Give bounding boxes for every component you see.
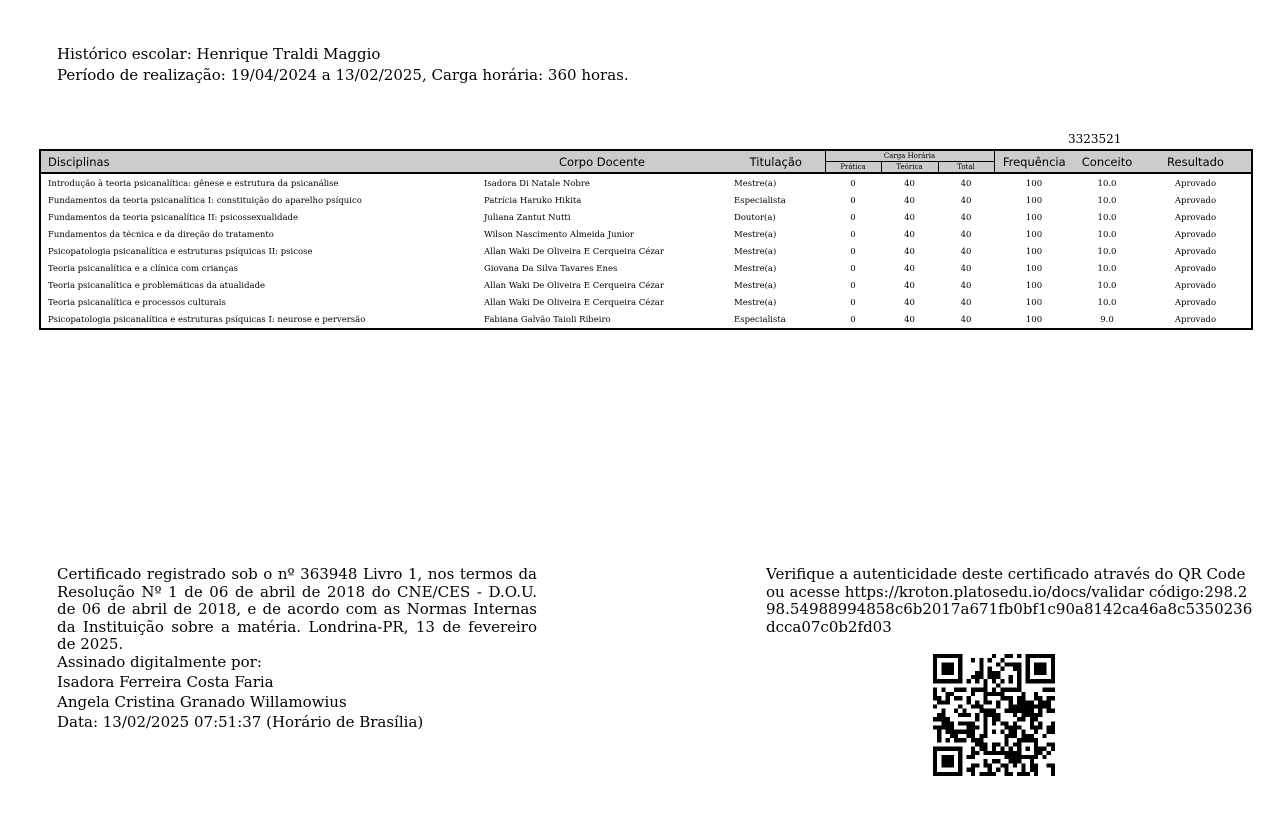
cell-frequencia: 100 xyxy=(1025,229,1043,240)
cell-docente: Patrícia Haruko Hikita xyxy=(484,195,582,206)
signer-name: Angela Cristina Granado Willamowius xyxy=(57,693,347,711)
cell-disciplina: Fundamentos da teoria psicanalítica II: psicossexualidade xyxy=(48,212,299,223)
cell-conceito: 10.0 xyxy=(1097,178,1117,189)
certificate-registration-text: Certificado registrado sob o nº 363948 Livro 1, nos termos da Resolução Nº 1 de 06 de abril de 2018 do CNE/CES - D.O.U. de 06 de abril de 2018, e de acordo com as Normas Internas da Instituição sobre a matéria. Londrina-PR, 13 de fevereiro de 2025. xyxy=(57,565,537,653)
cell-disciplina: Fundamentos da teoria psicanalítica I: constituição do aparelho psíquico xyxy=(48,195,362,206)
signer-name: Isadora Ferreira Costa Faria xyxy=(57,673,274,691)
cell-resultado: Aprovado xyxy=(1174,297,1217,308)
cell-titulacao: Especialista xyxy=(734,314,786,325)
cell-titulacao: Mestre(a) xyxy=(734,263,777,274)
cell-docente: Fabiana Galvão Taioli Ribeiro xyxy=(484,314,611,325)
cell-total: 40 xyxy=(960,195,972,206)
cell-resultado: Aprovado xyxy=(1174,246,1217,257)
cell-disciplina: Teoria psicanalítica e a clínica com crianças xyxy=(48,263,239,274)
cell-total: 40 xyxy=(960,263,972,274)
header-corpo-docente: Corpo Docente xyxy=(477,150,727,173)
cell-resultado: Aprovado xyxy=(1174,263,1217,274)
cell-conceito: 10.0 xyxy=(1097,280,1117,291)
header-disciplinas: Disciplinas xyxy=(40,150,477,173)
cell-conceito: 10.0 xyxy=(1097,229,1117,240)
table-row xyxy=(40,260,1252,277)
cell-teorica: 40 xyxy=(904,212,915,223)
cell-docente: Allan Waki De Oliveira E Cerqueira Cézar xyxy=(484,246,664,257)
header-teorica: Teórica xyxy=(881,162,938,174)
cell-frequencia: 100 xyxy=(1025,263,1043,274)
cell-titulacao: Mestre(a) xyxy=(734,297,777,308)
cell-titulacao: Especialista xyxy=(734,195,786,206)
header-frequencia: Frequência xyxy=(994,150,1074,173)
header-total: Total xyxy=(938,162,994,174)
cell-conceito: 10.0 xyxy=(1097,246,1117,257)
table-row xyxy=(40,209,1252,226)
cell-pratica: 0 xyxy=(850,246,856,257)
cell-disciplina: Psicopatologia psicanalítica e estruturas psíquicas I: neurose e perversão xyxy=(48,314,366,325)
cell-resultado: Aprovado xyxy=(1174,212,1217,223)
cell-titulacao: Mestre(a) xyxy=(734,178,777,189)
document-number: 3323521 xyxy=(1068,132,1122,146)
cell-conceito: 10.0 xyxy=(1097,297,1117,308)
cell-total: 40 xyxy=(960,314,972,325)
cell-resultado: Aprovado xyxy=(1174,280,1217,291)
cell-total: 40 xyxy=(960,212,972,223)
cell-conceito: 10.0 xyxy=(1097,212,1117,223)
cell-docente: Wilson Nascimento Almeida Junior xyxy=(484,229,634,240)
table-row xyxy=(40,173,1252,192)
cell-frequencia: 100 xyxy=(1025,195,1043,206)
header-carga-horaria: Carga Horária xyxy=(825,150,994,162)
header-conceito: Conceito xyxy=(1074,150,1140,173)
cell-disciplina: Psicopatologia psicanalítica e estruturas psíquicas II: psicose xyxy=(48,246,313,257)
cell-conceito: 9.0 xyxy=(1100,314,1114,325)
cell-resultado: Aprovado xyxy=(1174,229,1217,240)
cell-titulacao: Mestre(a) xyxy=(734,280,777,291)
cell-pratica: 0 xyxy=(850,229,856,240)
cell-teorica: 40 xyxy=(904,280,915,291)
cell-teorica: 40 xyxy=(904,229,915,240)
table-row xyxy=(40,294,1252,311)
cell-frequencia: 100 xyxy=(1025,178,1043,189)
header-pratica: Prática xyxy=(825,162,881,174)
table-row xyxy=(40,277,1252,294)
cell-disciplina: Fundamentos da técnica e da direção do tratamento xyxy=(48,229,274,240)
cell-disciplina: Teoria psicanalítica e problemáticas da atualidade xyxy=(48,280,266,291)
table-row xyxy=(40,311,1252,329)
cell-titulacao: Doutor(a) xyxy=(734,212,776,223)
cell-docente: Allan Waki De Oliveira E Cerqueira Cézar xyxy=(484,280,664,291)
cell-pratica: 0 xyxy=(850,263,856,274)
cell-teorica: 40 xyxy=(904,314,915,325)
cell-total: 40 xyxy=(960,297,972,308)
table-row xyxy=(40,226,1252,243)
cell-titulacao: Mestre(a) xyxy=(734,229,777,240)
table-row xyxy=(40,192,1252,209)
cell-pratica: 0 xyxy=(850,178,856,189)
cell-teorica: 40 xyxy=(904,195,915,206)
student-name-line: Histórico escolar: Henrique Traldi Maggio xyxy=(57,45,381,63)
cell-conceito: 10.0 xyxy=(1097,263,1117,274)
cell-pratica: 0 xyxy=(850,280,856,291)
cell-teorica: 40 xyxy=(904,178,915,189)
cell-conceito: 10.0 xyxy=(1097,195,1117,206)
cell-frequencia: 100 xyxy=(1025,314,1043,325)
cell-teorica: 40 xyxy=(904,263,915,274)
cell-resultado: Aprovado xyxy=(1174,195,1217,206)
cell-disciplina: Introdução à teoria psicanalítica: gênese e estrutura da psicanálise xyxy=(48,178,339,189)
cell-teorica: 40 xyxy=(904,246,915,257)
cell-frequencia: 100 xyxy=(1025,297,1043,308)
cell-docente: Juliana Zantut Nutti xyxy=(484,212,571,223)
cell-frequencia: 100 xyxy=(1025,280,1043,291)
cell-titulacao: Mestre(a) xyxy=(734,246,777,257)
verification-text: Verifique a autenticidade deste certificado através do QR Code ou acesse https://kroton.platosedu.io/docs/validar código:298.298.54988994858c6b2017a671fb0bf1c90a8142ca46a8c5350236dcca07c0b2fd03 xyxy=(766,565,1253,636)
grades-table xyxy=(39,149,1253,330)
cell-docente: Giovana Da Silva Tavares Enes xyxy=(484,263,618,274)
cell-total: 40 xyxy=(960,178,972,189)
period-line: Período de realização: 19/04/2024 a 13/02/2025, Carga horária: 360 horas. xyxy=(57,66,629,84)
cell-pratica: 0 xyxy=(850,195,856,206)
table-row xyxy=(40,243,1252,260)
cell-docente: Allan Waki De Oliveira E Cerqueira Cézar xyxy=(484,297,664,308)
cell-frequencia: 100 xyxy=(1025,246,1043,257)
cell-resultado: Aprovado xyxy=(1174,314,1217,325)
cell-pratica: 0 xyxy=(850,297,856,308)
grades-table-body xyxy=(40,173,1252,329)
cell-frequencia: 100 xyxy=(1025,212,1043,223)
cell-docente: Isadora Di Natale Nobre xyxy=(484,178,590,189)
cell-pratica: 0 xyxy=(850,314,856,325)
header-titulacao: Titulação xyxy=(727,150,825,173)
cell-disciplina: Teoria psicanalítica e processos culturais xyxy=(48,297,226,308)
qr-code-icon[interactable] xyxy=(933,654,1055,776)
cell-resultado: Aprovado xyxy=(1174,178,1217,189)
cell-total: 40 xyxy=(960,280,972,291)
cell-total: 40 xyxy=(960,229,972,240)
cell-teorica: 40 xyxy=(904,297,915,308)
signature-title: Assinado digitalmente por: xyxy=(57,653,262,671)
cell-total: 40 xyxy=(960,246,972,257)
signature-date: Data: 13/02/2025 07:51:37 (Horário de Brasília) xyxy=(57,713,424,731)
header-resultado: Resultado xyxy=(1140,150,1252,173)
cell-pratica: 0 xyxy=(850,212,856,223)
